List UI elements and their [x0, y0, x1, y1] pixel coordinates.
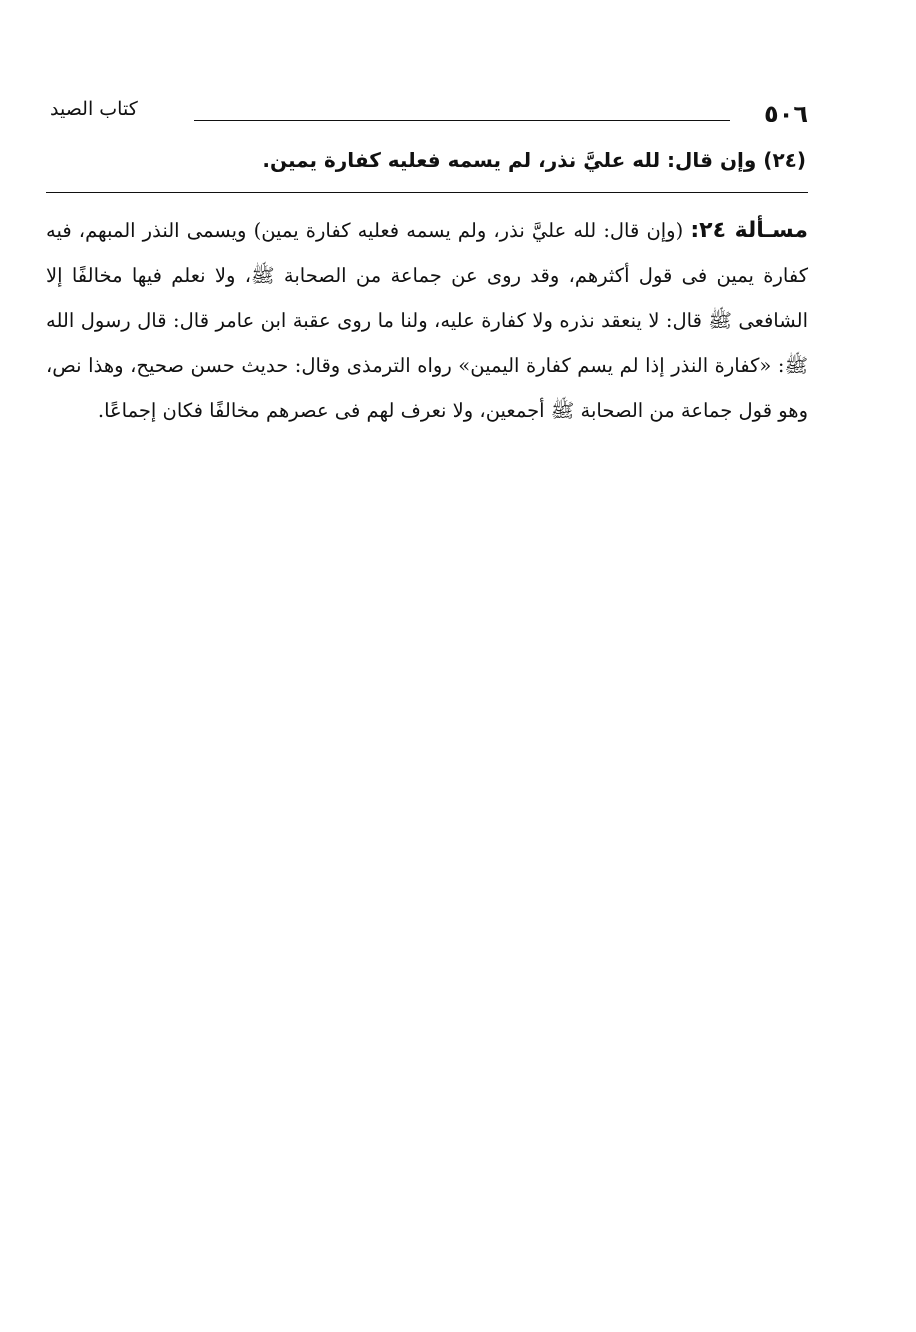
body-text: (وإن قال: لله عليَّ نذر، ولم يسمه فعليه كفارة يمين) ويسمى النذر المبهم، فيه كفارة يمين فى قول أكثرهم، وقد روى عن جماعة من الصحابة ﷺ، ولا نعلم فيها مخالفًا إلا الشافعى ﷺ قال: لا ينعقد نذره ولا كفارة عليه، ولنا ما روى عقبة ابن عامر قال: قال رسول الله ﷺ: «كفارة النذر إذا لم يسم كفارة اليمين» رواه الترمذى وقال: حديث حسن صحيح، وهذا نص، وهو قول جماعة من الصحابة ﷺ أجمعين، ولا نعرف لهم فى عصرهم مخالفًا فكان إجماعًا.: [46, 219, 808, 422]
header-rule: [194, 120, 730, 121]
page-header: [46, 98, 808, 134]
book-title: كتاب الصيد: [50, 98, 138, 120]
page-number: ٥٠٦: [764, 100, 808, 128]
body-paragraph: [46, 208, 808, 433]
section-divider: [46, 192, 808, 193]
section-heading: (٢٤) وإن قال: لله عليَّ نذر، لم يسمه فعليه كفارة يمين.: [262, 148, 806, 172]
masalah-label: مسـألة ٢٤:: [690, 218, 808, 243]
